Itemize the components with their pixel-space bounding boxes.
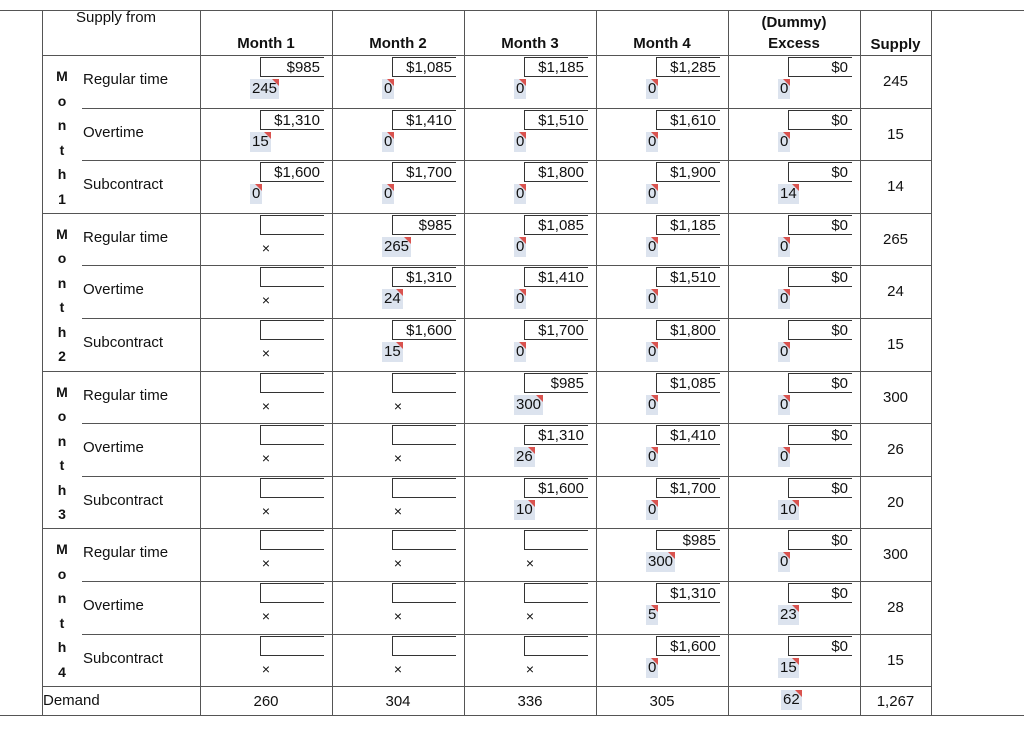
cost-cell: $0 [788,530,852,550]
allocation-cell [778,79,790,99]
cost-cell: $1,700 [392,162,456,182]
allocation-cell [382,184,394,204]
allocation-value: 15 [780,658,797,676]
allocation-value: 0 [780,343,789,360]
comment-marker-icon [519,237,526,244]
comment-marker-icon [783,552,790,559]
cost-cell-empty [392,636,456,656]
allocation-value: 0 [648,343,657,360]
allocation-cell [778,500,799,520]
comment-marker-icon [783,79,790,86]
row-label: Subcontract [83,176,164,194]
month-group-letter: o [57,565,67,582]
allocation-value: 245 [252,80,278,97]
cost-cell: $985 [392,215,456,235]
allocation-value: 265 [384,237,410,255]
allocation-value: 0 [780,237,789,255]
cost-cell: $1,410 [392,110,456,130]
allocation-value: 0 [780,290,789,308]
month-group-letter: h [57,166,67,182]
cost-cell: $1,700 [656,478,720,498]
supply-from-header: Supply from [76,9,157,26]
blocked-cell-x-icon: × [261,660,271,677]
comment-marker-icon [783,342,790,349]
allocation-cell [646,289,658,309]
row-label: Regular time [83,544,169,562]
cost-cell: $1,310 [260,110,324,130]
comment-marker-icon [264,132,271,139]
cost-cell: $0 [788,110,852,130]
cost-cell: $0 [788,320,852,340]
allocation-cell [778,395,790,415]
row-label: Subcontract [83,334,164,351]
allocation-cell [778,132,790,152]
comment-marker-icon [519,184,526,191]
allocation-value: 0 [648,395,657,413]
allocation-value: 0 [780,395,789,413]
cost-cell: $1,600 [524,478,588,498]
cost-cell-empty [260,636,324,656]
month-group-letter: 2 [58,348,66,365]
month-group-letter: t [59,141,65,158]
comment-marker-icon [651,79,658,86]
month-group-letter: o [57,250,67,267]
cost-cell: $1,085 [524,215,588,235]
allocation-value: 0 [780,80,789,97]
allocation-value: 23 [780,606,797,623]
allocation-cell [646,658,658,678]
cost-cell-empty [260,373,324,393]
supply-value: 15 [887,651,904,669]
cost-cell: $1,800 [524,162,588,182]
cost-cell: $1,600 [260,162,324,182]
comment-marker-icon [255,184,262,191]
group-divider [42,528,931,529]
cost-cell-empty [260,478,324,498]
cost-cell: $0 [788,57,852,77]
allocation-value: 26 [516,448,533,466]
comment-marker-icon [536,395,543,402]
month-column-header: Month 4 [633,35,691,52]
allocation-cell [514,237,526,257]
allocation-cell [514,132,526,152]
comment-marker-icon [528,447,535,454]
row-divider [82,265,931,266]
cost-cell-empty [392,530,456,550]
cost-cell: $985 [656,530,720,550]
allocation-value: 0 [516,185,525,203]
blocked-cell-x-icon: × [261,292,271,309]
allocation-value: 0 [516,237,525,255]
allocation-cell [778,447,790,467]
demand-value: 304 [385,693,411,711]
allocation-cell [646,552,675,572]
comment-marker-icon [651,342,658,349]
allocation-cell [778,552,790,572]
allocation-cell [778,184,799,204]
month-group-letter: n [57,274,67,291]
allocation-value: 0 [516,80,525,97]
supply-value: 14 [887,178,904,196]
cost-cell-empty [524,583,588,603]
allocation-cell [646,447,658,467]
group-divider [42,55,931,56]
demand-value: 260 [253,693,279,711]
comment-marker-icon [668,552,675,559]
blocked-cell-x-icon: × [393,608,403,624]
month-group-letter: 3 [58,506,66,523]
comment-marker-icon [396,289,403,296]
cost-cell: $1,085 [392,57,456,77]
demand-value: 336 [517,693,543,711]
excess-header-line2: Excess [768,35,820,52]
cost-cell-empty [392,373,456,393]
allocation-cell [514,289,526,309]
comment-marker-icon [519,132,526,139]
allocation-value: 0 [516,343,525,360]
cost-cell: $0 [788,215,852,235]
supply-value: 265 [882,230,909,248]
cost-cell: $1,410 [524,267,588,287]
comment-marker-icon [519,342,526,349]
row-label: Regular time [83,228,169,246]
demand-label: Demand [43,692,100,710]
row-label: Overtime [83,281,144,299]
total-supply-demand: 1,267 [876,693,915,711]
cost-cell: $985 [524,373,588,393]
cost-cell: $1,510 [656,267,720,287]
month-column-header: Month 3 [501,35,559,52]
month-group-letter: o [57,408,67,425]
allocation-value: 0 [516,132,525,150]
column-divider [728,10,729,715]
allocation-cell [382,132,394,152]
bottom-border [0,715,1024,716]
cost-cell: $1,610 [656,110,720,130]
month-group-letter: t [59,457,65,474]
column-divider [596,10,597,715]
allocation-value: 300 [516,395,542,413]
cost-cell-empty [524,636,588,656]
cost-cell: $1,600 [392,320,456,340]
blocked-cell-x-icon: × [393,502,403,519]
allocation-cell [646,342,658,362]
blocked-cell-x-icon: × [261,555,271,572]
month-group-letter: M [56,383,68,400]
allocation-value: 0 [648,185,657,203]
comment-marker-icon [651,447,658,454]
cost-cell: $0 [788,636,852,656]
allocation-cell [778,237,790,257]
blocked-cell-x-icon: × [525,555,535,572]
cost-cell-empty [260,530,324,550]
comment-marker-icon [272,79,279,86]
allocation-cell [646,79,658,99]
allocation-value: 0 [780,553,789,571]
allocation-cell [382,79,394,99]
cost-cell-empty [260,425,324,445]
month-group-letter: n [57,590,67,607]
comment-marker-icon [783,237,790,244]
allocation-cell [514,500,535,520]
allocation-cell [778,605,799,625]
month-group-letter: n [57,117,67,133]
cost-cell: $1,310 [656,583,720,603]
allocation-value: 0 [252,185,261,203]
cost-cell: $1,600 [656,636,720,656]
demand-divider [42,686,931,687]
allocation-value: 0 [648,80,657,97]
supply-value: 24 [887,283,904,301]
supply-header: Supply [870,36,921,53]
month-group-letter: M [56,68,68,84]
allocation-value: 300 [648,553,674,571]
demand-value: 305 [649,693,675,711]
allocation-value: 14 [780,185,797,203]
blocked-cell-x-icon: × [261,450,271,467]
month-group-letter: h [57,323,67,340]
comment-marker-icon [651,237,658,244]
comment-marker-icon [651,395,658,402]
comment-marker-icon [387,184,394,191]
supply-value: 300 [882,388,909,406]
allocation-value: 10 [516,500,533,518]
row-label: Subcontract [83,649,164,667]
comment-marker-icon [651,605,658,612]
month-group-letter: 4 [58,663,66,680]
allocation-cell [646,500,658,520]
allocation-value: 15 [384,343,401,360]
month-group-letter: o [57,92,67,109]
comment-marker-icon [783,289,790,296]
allocation-value: 0 [384,80,393,97]
cost-cell: $0 [788,583,852,603]
comment-marker-icon [396,342,403,349]
allocation-value: 5 [648,606,657,623]
supply-value: 245 [882,73,909,90]
comment-marker-icon [792,184,799,191]
blocked-cell-x-icon: × [261,608,271,624]
allocation-value: 0 [384,132,393,150]
allocation-cell [514,79,526,99]
allocation-value: 0 [648,500,657,518]
blocked-cell-x-icon: × [261,345,271,361]
comment-marker-icon [651,184,658,191]
cost-cell-empty [392,583,456,603]
cost-cell: $0 [788,425,852,445]
supply-value: 26 [887,441,904,459]
allocation-value: 0 [648,132,657,150]
cost-cell: $0 [788,162,852,182]
cost-cell-empty [260,215,324,235]
cost-cell: $0 [788,267,852,287]
comment-marker-icon [783,395,790,402]
row-label: Regular time [83,71,169,88]
allocation-value: 24 [384,290,401,308]
excess-demand-cell [781,690,802,710]
allocation-cell [514,395,543,415]
comment-marker-icon [795,690,802,697]
column-divider [931,10,932,715]
cost-cell-empty [260,583,324,603]
month-column-header: Month 1 [237,35,295,52]
month-group-letter: 1 [58,190,66,207]
allocation-value: 0 [516,290,525,308]
comment-marker-icon [519,79,526,86]
blocked-cell-x-icon: × [393,660,403,677]
allocation-cell [382,289,403,309]
blocked-cell-x-icon: × [261,239,271,256]
allocation-cell [646,237,658,257]
allocation-cell [646,132,658,152]
blocked-cell-x-icon: × [393,397,403,414]
allocation-cell [778,658,799,678]
allocation-value: 0 [648,658,657,676]
column-divider [200,10,201,715]
left-border [42,10,43,715]
column-divider [464,10,465,715]
comment-marker-icon [651,289,658,296]
comment-marker-icon [792,500,799,507]
comment-marker-icon [783,447,790,454]
row-divider [82,423,931,424]
blocked-cell-x-icon: × [393,450,403,467]
excess-header-line1: (Dummy) [761,14,827,31]
row-label: Regular time [83,386,169,404]
allocation-value: 0 [780,448,789,466]
cost-cell-empty [392,478,456,498]
allocation-value: 0 [648,237,657,255]
supply-value: 15 [887,336,904,353]
cost-cell: $1,900 [656,162,720,182]
comment-marker-icon [387,132,394,139]
allocation-cell [646,605,658,625]
allocation-value: 0 [648,290,657,308]
row-label: Overtime [83,439,144,457]
cost-cell: $1,085 [656,373,720,393]
cost-cell: $1,800 [656,320,720,340]
allocation-cell [646,395,658,415]
allocation-cell [514,447,535,467]
month-group-letter: h [57,639,67,656]
supply-value: 28 [887,599,904,616]
blocked-cell-x-icon: × [261,502,271,519]
allocation-value: 0 [780,132,789,150]
allocation-cell [382,237,411,257]
cost-cell: $1,310 [392,267,456,287]
cost-cell-empty [392,425,456,445]
allocation-cell [514,184,526,204]
blocked-cell-x-icon: × [525,660,535,677]
row-label: Subcontract [83,491,164,509]
cost-cell: $1,700 [524,320,588,340]
allocation-value: 0 [384,185,393,203]
cost-cell: $0 [788,373,852,393]
allocation-cell [778,289,790,309]
blocked-cell-x-icon: × [261,397,271,414]
cost-cell: $1,410 [656,425,720,445]
supply-value: 15 [887,125,904,143]
cost-cell: $985 [260,57,324,77]
month-group-letter: t [59,614,65,631]
supply-value: 300 [882,546,909,564]
comment-marker-icon [651,658,658,665]
cost-cell: $1,510 [524,110,588,130]
allocation-value: 10 [780,500,797,518]
allocation-cell [646,184,658,204]
allocation-cell [250,184,262,204]
month-group-letter: M [56,541,68,558]
excess-demand-value: 62 [783,691,800,709]
month-group-letter: t [59,299,65,316]
comment-marker-icon [519,289,526,296]
month-group-letter: h [57,481,67,498]
allocation-cell [250,132,271,152]
blocked-cell-x-icon: × [393,555,403,572]
allocation-value: 15 [252,132,269,150]
cost-cell: $0 [788,478,852,498]
blocked-cell-x-icon: × [525,608,535,624]
comment-marker-icon [387,79,394,86]
cost-cell: $1,185 [656,215,720,235]
month-column-header: Month 2 [369,35,427,52]
allocation-cell [382,342,403,362]
cost-cell: $1,285 [656,57,720,77]
comment-marker-icon [783,132,790,139]
row-label: Overtime [83,123,144,141]
comment-marker-icon [651,500,658,507]
supply-value: 20 [887,493,904,511]
cost-cell-empty [260,320,324,340]
row-divider [82,581,931,582]
cost-cell-empty [524,530,588,550]
row-divider [82,318,931,319]
cost-cell: $1,310 [524,425,588,445]
allocation-cell [778,342,790,362]
comment-marker-icon [792,658,799,665]
row-label: Overtime [83,597,144,614]
column-divider [332,10,333,715]
cost-cell: $1,185 [524,57,588,77]
month-group-letter: M [56,225,68,242]
row-divider [82,160,931,161]
allocation-value: 0 [648,448,657,466]
comment-marker-icon [651,132,658,139]
comment-marker-icon [528,500,535,507]
comment-marker-icon [404,237,411,244]
month-group-letter: n [57,432,67,449]
cost-cell-empty [260,267,324,287]
comment-marker-icon [792,605,799,612]
allocation-cell [514,342,526,362]
allocation-cell [250,79,279,99]
